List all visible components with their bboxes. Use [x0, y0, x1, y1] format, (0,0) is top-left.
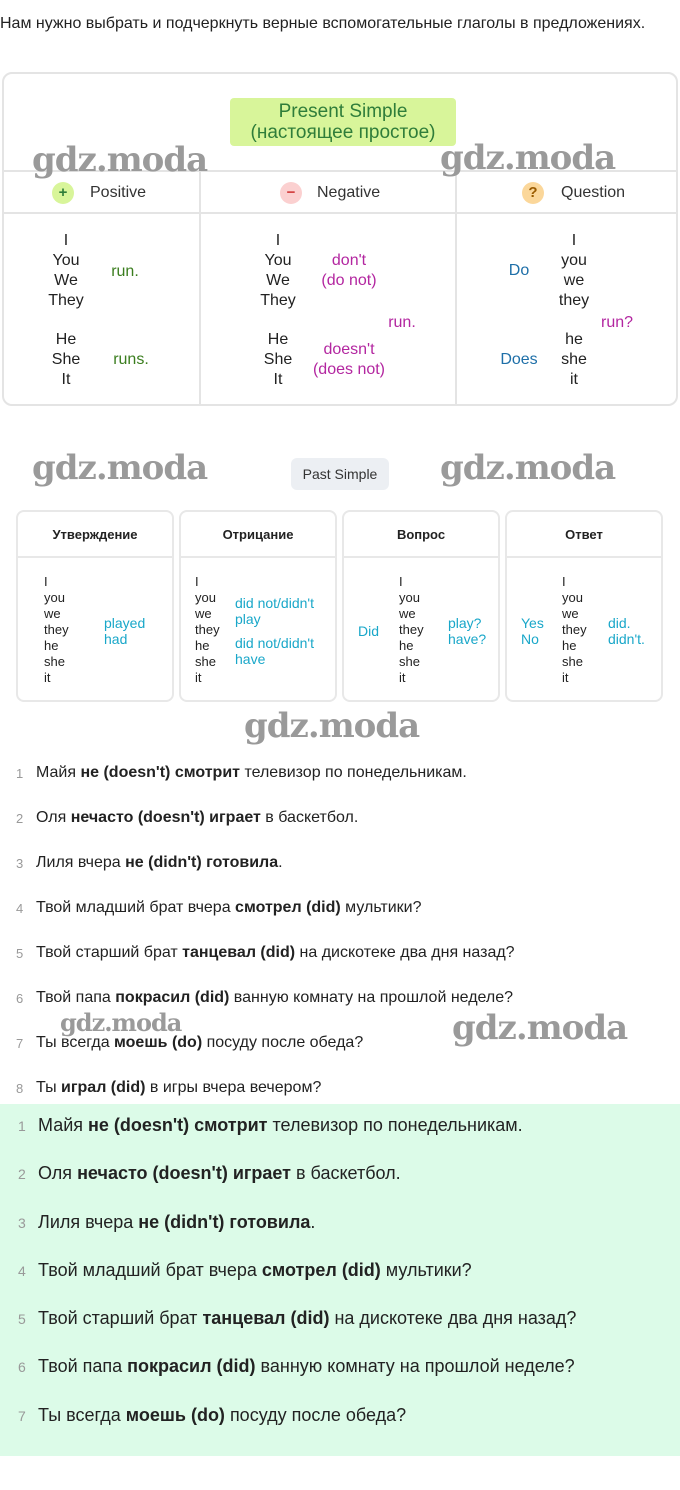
item-text: в игры вчера вечером?	[145, 1079, 322, 1096]
pronoun: I	[44, 574, 48, 589]
title-line-2: (настоящее простое)	[250, 122, 436, 143]
pronoun: she	[399, 654, 420, 669]
item-text: телевизор по понедельникам.	[267, 1115, 523, 1135]
pronoun: You	[264, 252, 292, 269]
past-simple-label: Past Simple	[291, 458, 389, 490]
item-highlight: не (didn't) готовила	[125, 854, 279, 871]
aux-does: Does	[500, 351, 538, 368]
item-text: Оля	[38, 1163, 78, 1183]
item-number: 6	[18, 1359, 26, 1375]
item-highlight: нечасто (doesn't) играет	[77, 1163, 291, 1183]
present-simple-title	[230, 98, 456, 146]
item-text: Ты всегда	[38, 1405, 126, 1425]
item-text: Твой младший брат вчера	[36, 899, 236, 916]
pronoun: it	[562, 670, 569, 685]
pronoun: you	[562, 590, 583, 605]
past-column-affirmative	[16, 510, 174, 702]
pronoun: We	[54, 272, 78, 289]
column-header: Вопрос	[344, 512, 498, 558]
watermark: gdz.moda	[452, 1008, 628, 1048]
item-highlight: покрасил (did)	[127, 1356, 256, 1376]
item-number: 2	[18, 1166, 26, 1182]
pronoun: it	[195, 670, 202, 685]
item-number: 4	[18, 1263, 26, 1279]
item-text: Твой папа	[36, 989, 116, 1006]
item-number: 3	[18, 1215, 26, 1231]
aux-doesnt: doesn't	[323, 341, 375, 358]
verb-have: have	[235, 651, 266, 667]
watermark: gdz.moda	[60, 1008, 182, 1037]
title-line-1: Present Simple	[278, 101, 408, 122]
present-simple-table	[2, 72, 678, 406]
pronoun: they	[562, 622, 587, 637]
pronoun: I	[399, 574, 403, 589]
aux-do-not: (do not)	[321, 272, 377, 289]
item-text: ванную комнату на прошлой неделе?	[255, 1356, 575, 1376]
aux-did: Did	[358, 623, 380, 639]
item-text: мультики?	[380, 1260, 472, 1280]
item-text: Твой старший брат	[36, 944, 183, 961]
watermark: gdz.moda	[440, 448, 616, 488]
item-highlight: покрасил (did)	[115, 989, 230, 1006]
header-positive: Positive	[90, 184, 147, 201]
verb-had: had	[104, 631, 128, 647]
item-number: 7	[16, 1036, 24, 1051]
pronoun: we	[399, 606, 416, 621]
verb-run: run.	[388, 314, 416, 331]
item-text: в баскетбол.	[260, 809, 359, 826]
column-divider	[199, 170, 201, 406]
pronoun: he	[565, 331, 583, 348]
pronoun: we	[44, 606, 61, 621]
item-text: мультики?	[340, 899, 422, 916]
item-text: ванную комнату на прошлой неделе?	[229, 989, 514, 1006]
item-highlight: не (didn't) готовила	[138, 1212, 311, 1232]
item-text: Лиля вчера	[36, 854, 126, 871]
pronoun: It	[273, 371, 283, 388]
pronoun: I	[195, 574, 199, 589]
pronoun: she	[44, 654, 65, 669]
answer-yes: Yes	[521, 615, 544, 631]
pronoun: He	[55, 331, 77, 348]
verb-run: run.	[111, 263, 139, 280]
item-highlight: играл (did)	[61, 1079, 146, 1096]
pronoun: they	[195, 622, 220, 637]
item-text: Майя	[36, 764, 81, 781]
item-number: 2	[16, 811, 24, 826]
verb-runs: runs.	[113, 351, 149, 368]
answer-no: No	[521, 631, 539, 647]
aux-do: Do	[508, 262, 530, 279]
watermark: gdz.moda	[32, 140, 208, 180]
pronoun: she	[561, 351, 587, 368]
verb-run-question: run?	[600, 314, 634, 331]
pronoun: he	[562, 638, 577, 653]
pronoun: you	[44, 590, 65, 605]
item-text: .	[278, 854, 283, 871]
header-negative: Negative	[317, 184, 381, 201]
item-number: 7	[18, 1408, 26, 1424]
item-number: 6	[16, 991, 24, 1006]
item-text: телевизор по понедельникам.	[240, 764, 467, 781]
item-text: .	[310, 1212, 316, 1232]
item-highlight: не (doesn't) смотрит	[80, 764, 240, 781]
item-text: Твой младший брат вчера	[38, 1260, 262, 1280]
item-highlight: нечасто (doesn't) играет	[70, 809, 261, 826]
pronoun: He	[267, 331, 289, 348]
item-number: 5	[18, 1311, 26, 1327]
pronoun: they	[44, 622, 69, 637]
item-text: Оля	[36, 809, 71, 826]
pronoun: it	[399, 670, 406, 685]
column-header: Утверждение	[18, 512, 172, 558]
column-header: Отрицание	[181, 512, 335, 558]
minus-icon: −	[280, 182, 302, 204]
pronoun: we	[195, 606, 212, 621]
item-highlight: танцевал (did)	[202, 1308, 330, 1328]
item-text: Твой старший брат	[38, 1308, 203, 1328]
pronoun: she	[195, 654, 216, 669]
item-number: 4	[16, 901, 24, 916]
item-number: 1	[18, 1118, 26, 1134]
pronoun: She	[263, 351, 293, 368]
question-mark-icon: ?	[522, 182, 544, 204]
past-column-question	[342, 510, 500, 702]
item-text: в баскетбол.	[290, 1163, 401, 1183]
plus-icon: +	[52, 182, 74, 204]
aux-does-not: (does not)	[312, 361, 386, 378]
item-number: 5	[16, 946, 24, 961]
watermark: gdz.moda	[32, 448, 208, 488]
pronoun: he	[44, 638, 59, 653]
column-divider	[455, 170, 457, 406]
past-column-answer	[505, 510, 663, 702]
aux-did-not: did not/didn't	[235, 595, 314, 611]
item-text: посуду после обеда?	[202, 1034, 364, 1051]
item-text: на дискотеке два дня назад?	[329, 1308, 577, 1328]
pronoun: It	[61, 371, 71, 388]
verb-play-question: play?	[448, 615, 482, 631]
intro-text: Нам нужно выбрать и подчеркнуть верные вспомогательные глаголы в предложениях.	[0, 15, 646, 32]
pronoun: You	[52, 252, 80, 269]
item-highlight: смотрел (did)	[235, 899, 341, 916]
pronoun: it	[570, 371, 578, 388]
item-text: Твой папа	[38, 1356, 128, 1376]
item-highlight: моешь (do)	[125, 1405, 225, 1425]
item-highlight: не (doesn't) смотрит	[88, 1115, 268, 1135]
item-text: посуду после обеда?	[224, 1405, 407, 1425]
item-highlight: моешь (do)	[114, 1034, 203, 1051]
verb-have-question: have?	[448, 631, 487, 647]
pronoun: They	[260, 292, 296, 309]
pronoun: We	[266, 272, 290, 289]
aux-did-not: did not/didn't	[235, 635, 314, 651]
pronoun: they	[558, 292, 590, 309]
pronoun: she	[562, 654, 583, 669]
item-text: Майя	[38, 1115, 89, 1135]
pronoun: we	[562, 606, 579, 621]
pronoun: they	[399, 622, 424, 637]
past-column-negative	[179, 510, 337, 702]
pronoun: it	[44, 670, 51, 685]
pronoun: you	[561, 252, 587, 269]
pronoun: we	[563, 272, 585, 289]
pronoun: They	[48, 292, 84, 309]
pronoun: I	[571, 232, 577, 249]
item-number: 8	[16, 1081, 24, 1096]
verb-play: play	[235, 611, 261, 627]
pronoun: he	[399, 638, 414, 653]
item-text: Ты	[36, 1079, 62, 1096]
pronoun: he	[195, 638, 210, 653]
item-text: Ты всегда	[36, 1034, 115, 1051]
verb-played: played	[104, 615, 146, 631]
pronoun: She	[51, 351, 81, 368]
pronoun: I	[63, 232, 69, 249]
item-text: на дискотеке два дня назад?	[295, 944, 515, 961]
pronoun: I	[562, 574, 566, 589]
item-highlight: танцевал (did)	[182, 944, 296, 961]
item-number: 3	[16, 856, 24, 871]
header-question: Question	[561, 184, 626, 201]
watermark: gdz.moda	[440, 138, 616, 178]
item-number: 1	[16, 766, 24, 781]
aux-dont: don't	[331, 252, 367, 269]
answer-did: did.	[608, 615, 631, 631]
answer-didnt: didn't.	[608, 631, 645, 647]
pronoun: you	[399, 590, 420, 605]
column-header: Ответ	[507, 512, 661, 558]
item-highlight: смотрел (did)	[261, 1260, 381, 1280]
pronoun: you	[195, 590, 216, 605]
pronoun: I	[275, 232, 281, 249]
item-text: Лиля вчера	[38, 1212, 139, 1232]
watermark: gdz.moda	[244, 706, 420, 746]
